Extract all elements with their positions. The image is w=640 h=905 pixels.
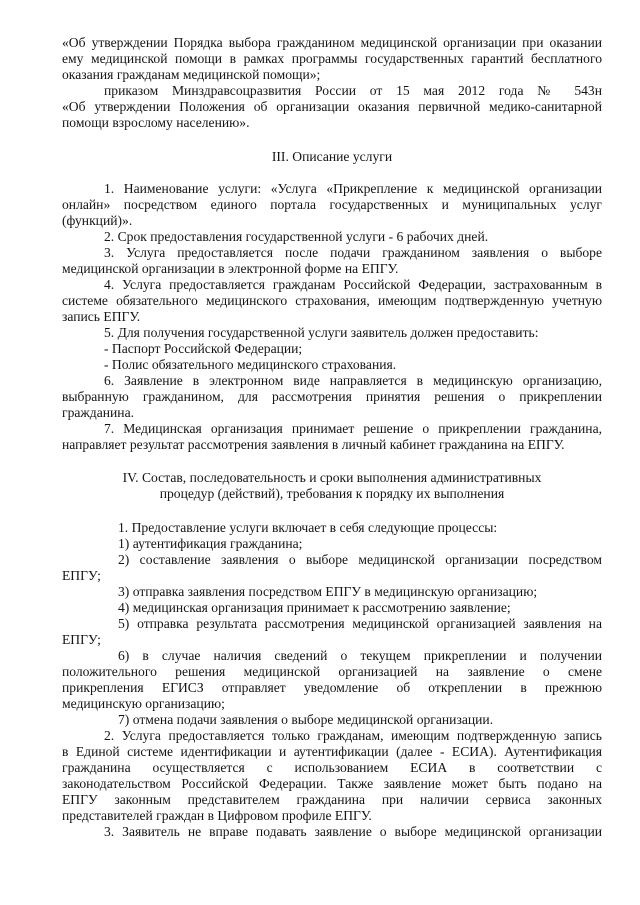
list-item: 4) медицинская организация принимает к рассмотрению заявление; <box>118 600 511 615</box>
paragraph-line: гражданина. <box>62 405 135 420</box>
list-item: 6) в случае наличия сведений о текущем прикреплении и получении <box>118 648 602 663</box>
paragraph-line: 6. Заявление в электронном виде направляется в медицинскую организацию, <box>104 373 602 388</box>
list-item: ЕПГУ; <box>62 632 101 647</box>
paragraph-line: (функций)». <box>62 213 133 228</box>
paragraph-line: направляет результат рассмотрения заявления в личный кабинет гражданина на ЕПГУ. <box>62 437 565 452</box>
paragraph-line: 2. Услуга предоставляется только гражданам, имеющим подтвержденную запись <box>104 728 602 743</box>
list-item: 2) составление заявления о выборе медицинской организации посредством <box>118 552 602 567</box>
paragraph-line: 7. Медицинская организация принимает решение о прикреплении гражданина, <box>104 421 602 436</box>
list-item: 5) отправка результата рассмотрения медицинской организацией заявления на <box>118 616 602 631</box>
paragraph-line: 4. Услуга предоставляется гражданам Российской Федерации, застрахованным в <box>104 277 602 292</box>
paragraph-line: 1. Предоставление услуги включает в себя следующие процессы: <box>118 520 498 535</box>
paragraph-line: 3. Услуга предоставляется после подачи гражданином заявления о выборе <box>104 245 602 260</box>
intro-line: приказом Минздравсоцразвития России от 15 мая 2012 года № 543н <box>104 83 602 98</box>
paragraph-line: ЕПГУ законным представителем гражданина при наличии сервиса законных <box>62 792 602 807</box>
intro-line: ему медицинской помощи в рамках программы государственных гарантий бесплатного <box>62 51 602 66</box>
paragraph-line: 2. Срок предоставления государственной услуги - 6 рабочих дней. <box>104 229 489 244</box>
list-item: медицинскую организацию; <box>62 696 225 711</box>
paragraph-line: запись ЕПГУ. <box>62 309 141 324</box>
list-item: прикрепления ЕГИСЗ отправляет уведомление об откреплении в прежнюю <box>62 680 602 695</box>
paragraph-line: онлайн» посредством единого портала государственных и муниципальных услуг <box>62 197 602 212</box>
list-item: 7) отмена подачи заявления о выборе медицинской организации. <box>118 712 494 727</box>
intro-line: «Об утверждении Положения об организации оказания первичной медико-санитарной <box>62 99 602 114</box>
paragraph-line: 3. Заявитель не вправе подавать заявление о выборе медицинской организации <box>104 824 602 839</box>
list-item: 3) отправка заявления посредством ЕПГУ в медицинскую организацию; <box>118 584 538 599</box>
section-heading: процедур (действий), требования к порядку их выполнения <box>159 486 505 501</box>
list-item: ЕПГУ; <box>62 568 101 583</box>
paragraph-line: выбранную гражданином, для рассмотрения принятия решения о прикреплении <box>62 389 602 404</box>
paragraph-line: 1. Наименование услуги: «Услуга «Прикрепление к медицинской организации <box>104 181 602 196</box>
section-heading: III. Описание услуги <box>271 149 393 164</box>
section-heading: IV. Состав, последовательность и сроки выполнения административных <box>122 470 542 485</box>
intro-line: «Об утверждении Порядка выбора гражданином медицинской организации при оказании <box>62 35 602 50</box>
intro-line: оказания гражданам медицинской помощи»; <box>62 67 321 82</box>
list-item: 1) аутентификация гражданина; <box>118 536 303 551</box>
paragraph-line: представителей граждан в Цифровом профиле ЕПГУ. <box>62 808 372 823</box>
paragraph-line: в Единой системе идентификации и аутентификации (далее - ЕСИА). Аутентификация <box>62 744 602 759</box>
list-item: - Паспорт Российской Федерации; <box>104 341 303 356</box>
paragraph-line: законодательством Российской Федерации. Также заявление может быть подано на <box>62 776 602 791</box>
paragraph-line: гражданина осуществляется с использованием ЕСИА в соответствии с <box>62 760 602 775</box>
paragraph-line: системе обязательного медицинского страхования, имеющим подтвержденную учетную <box>62 293 602 308</box>
intro-line: помощи взрослому населению». <box>62 115 250 130</box>
list-item: - Полис обязательного медицинского страхования. <box>104 357 397 372</box>
list-item: положительного решения медицинской организацией на заявление о смене <box>62 664 602 679</box>
paragraph-line: медицинской организации в электронной форме на ЕПГУ. <box>62 261 399 276</box>
paragraph-line: 5. Для получения государственной услуги заявитель должен предоставить: <box>104 325 539 340</box>
